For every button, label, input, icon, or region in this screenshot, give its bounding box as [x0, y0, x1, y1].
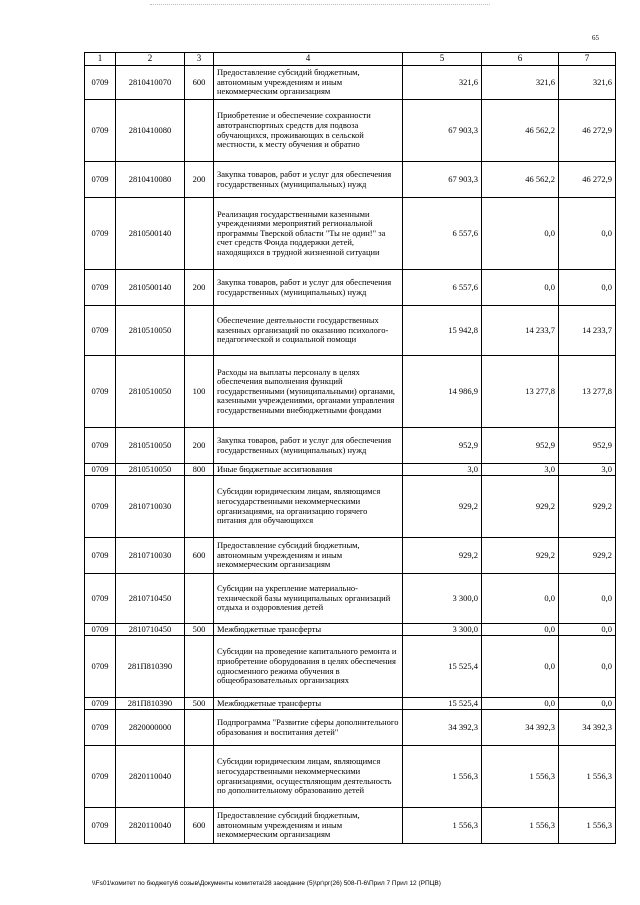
section-cell: 0709 [85, 574, 116, 624]
target-code-cell: 2810710030 [116, 538, 185, 574]
expense-type-cell: 600 [185, 808, 214, 844]
amount-col5-cell: 1 556,3 [403, 746, 482, 808]
expense-type-cell: 500 [185, 624, 214, 636]
expense-type-cell: 600 [185, 538, 214, 574]
amount-col7-cell: 0,0 [559, 624, 616, 636]
expense-type-cell: 200 [185, 428, 214, 464]
header-col-4: 4 [214, 53, 403, 66]
budget-table [84, 52, 616, 844]
scan-artifact [150, 4, 490, 7]
item-name-cell: Закупка товаров, работ и услуг для обеспечения государственных (муниципальных) нужд [214, 270, 403, 306]
item-name-cell: Межбюджетные трансферты [214, 698, 403, 710]
amount-col6-cell: 1 556,3 [482, 808, 559, 844]
target-code-cell: 2820110040 [116, 808, 185, 844]
amount-col6-cell: 0,0 [482, 698, 559, 710]
target-code-cell: 2810410070 [116, 66, 185, 100]
amount-col7-cell: 1 556,3 [559, 746, 616, 808]
amount-col5-cell: 929,2 [403, 538, 482, 574]
header-col-5: 5 [403, 53, 482, 66]
amount-col7-cell: 14 233,7 [559, 306, 616, 356]
table-row [85, 746, 616, 808]
amount-col7-cell: 929,2 [559, 476, 616, 538]
section-cell: 0709 [85, 710, 116, 746]
expense-type-cell: 200 [185, 270, 214, 306]
target-code-cell: 2810410080 [116, 162, 185, 198]
amount-col6-cell: 3,0 [482, 464, 559, 476]
item-name-cell: Субсидии юридическим лицам, являющимся негосударственными некоммерческими организациями, осуществляющим деятельность по дополнительному образованию детей [214, 746, 403, 808]
amount-col7-cell: 952,9 [559, 428, 616, 464]
page-number: 65 [592, 34, 599, 42]
header-col-6: 6 [482, 53, 559, 66]
item-name-cell: Субсидии юридическим лицам, являющимся негосударственными некоммерческими организациями, на организацию горячего питания для обучающихся [214, 476, 403, 538]
expense-type-cell [185, 710, 214, 746]
amount-col7-cell: 0,0 [559, 270, 616, 306]
expense-type-cell [185, 198, 214, 270]
expense-type-cell: 500 [185, 698, 214, 710]
amount-col5-cell: 1 556,3 [403, 808, 482, 844]
section-cell: 0709 [85, 356, 116, 428]
target-code-cell: 281П810390 [116, 636, 185, 698]
table-row [85, 636, 616, 698]
section-cell: 0709 [85, 428, 116, 464]
amount-col5-cell: 6 557,6 [403, 270, 482, 306]
amount-col5-cell: 15 525,4 [403, 636, 482, 698]
section-cell: 0709 [85, 306, 116, 356]
amount-col6-cell: 13 277,8 [482, 356, 559, 428]
section-cell: 0709 [85, 636, 116, 698]
header-col-2: 2 [116, 53, 185, 66]
section-cell: 0709 [85, 624, 116, 636]
amount-col6-cell: 46 562,2 [482, 100, 559, 162]
amount-col7-cell: 0,0 [559, 636, 616, 698]
expense-type-cell [185, 306, 214, 356]
amount-col7-cell: 0,0 [559, 198, 616, 270]
amount-col6-cell: 46 562,2 [482, 162, 559, 198]
amount-col6-cell: 0,0 [482, 198, 559, 270]
target-code-cell: 2810500140 [116, 198, 185, 270]
expense-type-cell [185, 100, 214, 162]
section-cell: 0709 [85, 464, 116, 476]
item-name-cell: Закупка товаров, работ и услуг для обеспечения государственных (муниципальных) нужд [214, 162, 403, 198]
table-row [85, 356, 616, 428]
expense-type-cell: 100 [185, 356, 214, 428]
amount-col5-cell: 952,9 [403, 428, 482, 464]
table-row [85, 428, 616, 464]
table-row [85, 162, 616, 198]
expense-type-cell [185, 476, 214, 538]
table-row [85, 476, 616, 538]
amount-col7-cell: 34 392,3 [559, 710, 616, 746]
target-code-cell: 2810710450 [116, 574, 185, 624]
section-cell: 0709 [85, 198, 116, 270]
amount-col7-cell: 321,6 [559, 66, 616, 100]
amount-col7-cell: 1 556,3 [559, 808, 616, 844]
item-name-cell: Предоставление субсидий бюджетным, автономным учреждениям и иным некоммерческим организациям [214, 66, 403, 100]
section-cell: 0709 [85, 66, 116, 100]
table-row [85, 710, 616, 746]
section-cell: 0709 [85, 698, 116, 710]
amount-col7-cell: 3,0 [559, 464, 616, 476]
amount-col5-cell: 67 903,3 [403, 100, 482, 162]
amount-col5-cell: 929,2 [403, 476, 482, 538]
header-col-3: 3 [185, 53, 214, 66]
expense-type-cell: 200 [185, 162, 214, 198]
amount-col7-cell: 0,0 [559, 574, 616, 624]
table-row [85, 198, 616, 270]
target-code-cell: 2810510050 [116, 428, 185, 464]
table-header-row [85, 53, 616, 66]
section-cell: 0709 [85, 808, 116, 844]
item-name-cell: Расходы на выплаты персоналу в целях обеспечения выполнения функций государственными (муниципальными) органами, казенными учреждениями, органами управления государственными внебюджетными фондами [214, 356, 403, 428]
amount-col5-cell: 15 525,4 [403, 698, 482, 710]
amount-col6-cell: 929,2 [482, 538, 559, 574]
amount-col6-cell: 0,0 [482, 636, 559, 698]
amount-col5-cell: 3,0 [403, 464, 482, 476]
amount-col7-cell: 929,2 [559, 538, 616, 574]
amount-col5-cell: 15 942,8 [403, 306, 482, 356]
amount-col6-cell: 0,0 [482, 624, 559, 636]
item-name-cell: Предоставление субсидий бюджетным, автономным учреждениям и иным некоммерческим организациям [214, 808, 403, 844]
section-cell: 0709 [85, 538, 116, 574]
table-row [85, 808, 616, 844]
table-row [85, 698, 616, 710]
amount-col5-cell: 3 300,0 [403, 624, 482, 636]
expense-type-cell [185, 574, 214, 624]
amount-col7-cell: 13 277,8 [559, 356, 616, 428]
amount-col7-cell: 0,0 [559, 698, 616, 710]
item-name-cell: Подпрограмма "Развитие сферы дополнительного образования и воспитания детей" [214, 710, 403, 746]
amount-col6-cell: 1 556,3 [482, 746, 559, 808]
section-cell: 0709 [85, 162, 116, 198]
amount-col5-cell: 3 300,0 [403, 574, 482, 624]
amount-col7-cell: 46 272,9 [559, 162, 616, 198]
table-row [85, 464, 616, 476]
target-code-cell: 2820110040 [116, 746, 185, 808]
target-code-cell: 2810510050 [116, 464, 185, 476]
amount-col5-cell: 14 986,9 [403, 356, 482, 428]
target-code-cell: 2810510050 [116, 356, 185, 428]
amount-col7-cell: 46 272,9 [559, 100, 616, 162]
amount-col6-cell: 952,9 [482, 428, 559, 464]
table-row [85, 306, 616, 356]
expense-type-cell [185, 636, 214, 698]
amount-col5-cell: 34 392,3 [403, 710, 482, 746]
target-code-cell: 2810510050 [116, 306, 185, 356]
section-cell: 0709 [85, 746, 116, 808]
expense-type-cell: 800 [185, 464, 214, 476]
item-name-cell: Иные бюджетные ассигнования [214, 464, 403, 476]
expense-type-cell [185, 746, 214, 808]
table-row [85, 66, 616, 100]
table-row [85, 100, 616, 162]
section-cell: 0709 [85, 270, 116, 306]
table-row [85, 624, 616, 636]
amount-col6-cell: 321,6 [482, 66, 559, 100]
section-cell: 0709 [85, 476, 116, 538]
target-code-cell: 2810710030 [116, 476, 185, 538]
expense-type-cell: 600 [185, 66, 214, 100]
header-col-7: 7 [559, 53, 616, 66]
target-code-cell: 2810410080 [116, 100, 185, 162]
amount-col5-cell: 6 557,6 [403, 198, 482, 270]
item-name-cell: Обеспечение деятельности государственных казенных организаций по оказанию психолого-педагогической и социальной помощи [214, 306, 403, 356]
amount-col6-cell: 0,0 [482, 574, 559, 624]
amount-col5-cell: 321,6 [403, 66, 482, 100]
item-name-cell: Реализация государственными казенными учреждениями мероприятий региональной программы Тверской области "Ты не один!" за счет средств Фонда поддержки детей, находящихся в трудной жизненной ситуации [214, 198, 403, 270]
target-code-cell: 2820000000 [116, 710, 185, 746]
table-row [85, 574, 616, 624]
target-code-cell: 2810710450 [116, 624, 185, 636]
section-cell: 0709 [85, 100, 116, 162]
item-name-cell: Субсидии на проведение капитального ремонта и приобретение оборудования в целях обеспечения односменного режима обучения в общеобразовательных организациях [214, 636, 403, 698]
amount-col6-cell: 34 392,3 [482, 710, 559, 746]
amount-col6-cell: 0,0 [482, 270, 559, 306]
table-row [85, 538, 616, 574]
amount-col6-cell: 929,2 [482, 476, 559, 538]
header-col-1: 1 [85, 53, 116, 66]
item-name-cell: Межбюджетные трансферты [214, 624, 403, 636]
item-name-cell: Предоставление субсидий бюджетным, автономным учреждениям и иным некоммерческим организациям [214, 538, 403, 574]
item-name-cell: Закупка товаров, работ и услуг для обеспечения государственных (муниципальных) нужд [214, 428, 403, 464]
target-code-cell: 2810500140 [116, 270, 185, 306]
item-name-cell: Субсидии на укрепление материально-технической базы муниципальных организаций отдыха и оздоровления детей [214, 574, 403, 624]
target-code-cell: 281П810390 [116, 698, 185, 710]
item-name-cell: Приобретение и обеспечение сохранности автотранспортных средств для подвоза обучающихся, проживающих в сельской местности, к месту обучения и обратно [214, 100, 403, 162]
footer-file-path: \\Fs01\комитет по бюджету\6 созыв\Документы комитета\28 заседание (5)\рг\рг(26) 508-П-6\Прил 7 Прил 12 (РПЦВ) [92, 880, 441, 887]
amount-col5-cell: 67 903,3 [403, 162, 482, 198]
amount-col6-cell: 14 233,7 [482, 306, 559, 356]
table-row [85, 270, 616, 306]
